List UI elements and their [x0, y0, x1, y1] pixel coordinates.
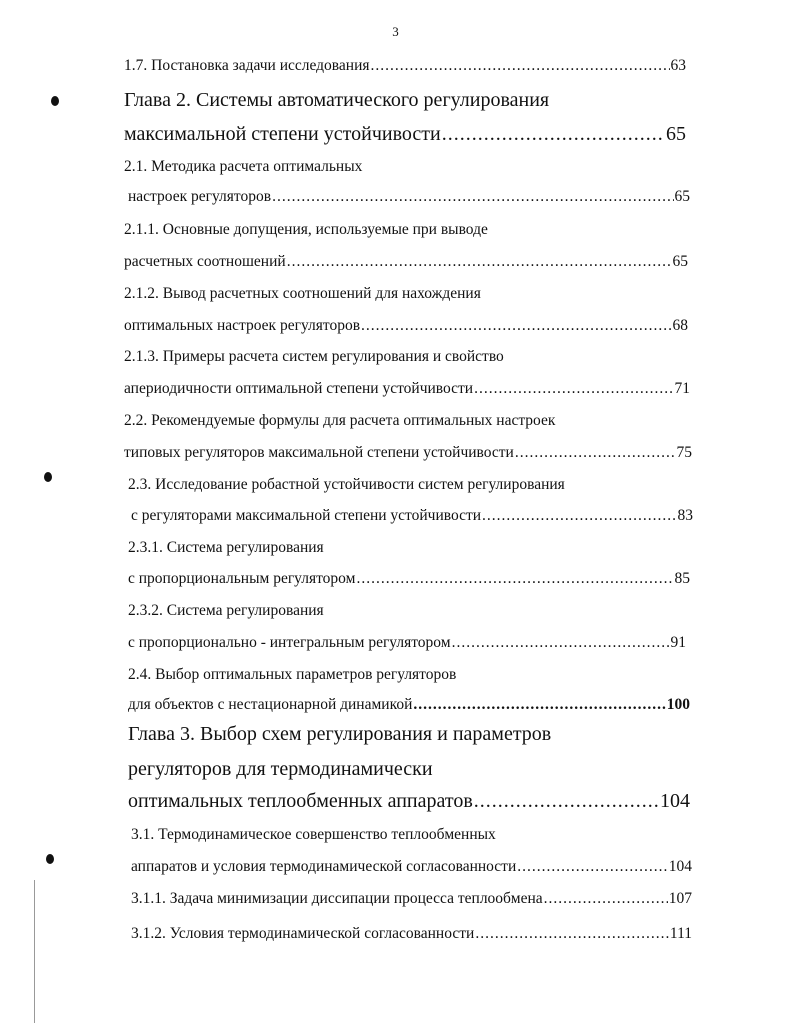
toc-entry-title: максимальной степени устойчивости — [124, 123, 441, 145]
leader-dots — [475, 925, 669, 943]
toc-page-number: 104 — [668, 858, 692, 875]
leader-dots — [272, 188, 673, 206]
toc-chapter-title — [124, 89, 549, 112]
toc-entry-title: 2.3.2. Система регулирования — [128, 602, 324, 619]
toc-entry-title: 2.1. Методика расчета оптимальных — [124, 158, 363, 175]
toc-entry-title: 2.1.3. Примеры расчета систем регулирования и свойство — [124, 348, 504, 365]
toc-line — [124, 221, 488, 239]
toc-line — [124, 57, 686, 75]
toc-line — [124, 158, 362, 176]
punch-hole-mark — [44, 472, 52, 482]
toc-line — [131, 925, 692, 943]
toc-line — [128, 602, 324, 620]
toc-line — [124, 380, 690, 398]
toc-line — [131, 890, 692, 908]
leader-dots — [474, 790, 659, 813]
toc-line — [131, 507, 693, 525]
toc-line — [128, 570, 690, 588]
toc-page-number: 104 — [660, 790, 690, 812]
toc-line — [131, 826, 496, 844]
toc-entry-title: 2.1.2. Вывод расчетных соотношений для нахождения — [124, 285, 481, 302]
toc-line — [124, 444, 692, 462]
toc-line — [128, 758, 433, 781]
toc-line — [128, 188, 690, 206]
toc-page-number: 107 — [668, 890, 692, 907]
toc-line — [124, 253, 688, 271]
toc-page-number: 100 — [666, 696, 690, 713]
toc-entry-title: 3.1. Термодинамическое совершенство теплообменных — [131, 826, 496, 843]
toc-entry-title: апериодичности оптимальной степени устойчивости — [124, 380, 474, 397]
toc-entry-title: аппаратов и условия термодинамической согласованности — [131, 858, 517, 875]
toc-chapter-title — [128, 723, 551, 746]
toc-entry-title: 2.4. Выбор оптимальных параметров регуляторов — [128, 666, 457, 683]
toc-page-number: 91 — [670, 634, 686, 651]
leader-dots — [361, 317, 671, 335]
toc-entry-title: оптимальных настроек регуляторов — [124, 317, 361, 334]
toc-entry-title: 2.3.1. Система регулирования — [128, 539, 324, 556]
leader-dots — [452, 634, 670, 652]
toc-entry-title: 2.3. Исследование робастной устойчивости систем регулирования — [128, 476, 565, 493]
toc-line — [128, 476, 565, 494]
toc-entry-title: Глава 3. Выбор схем регулирования и параметров — [128, 723, 552, 745]
toc-page-number: 75 — [676, 444, 692, 461]
toc-line — [128, 666, 456, 684]
leader-dots — [544, 890, 668, 908]
toc-entry-title: 1.7. Постановка задачи исследования — [124, 57, 370, 74]
toc-page-number: 85 — [674, 570, 690, 587]
toc-line — [128, 790, 690, 813]
toc-entry-title: 2.2. Рекомендуемые формулы для расчета оптимальных настроек — [124, 412, 556, 429]
toc-page-number: 65 — [672, 253, 688, 270]
toc-page-number: 65 — [674, 188, 690, 205]
leader-dots — [482, 507, 676, 525]
leader-dots — [413, 696, 665, 714]
punch-hole-mark — [51, 96, 59, 106]
toc-line — [131, 858, 692, 876]
leader-dots — [287, 253, 672, 271]
toc-line — [124, 285, 481, 303]
punch-hole-mark — [46, 854, 54, 864]
toc-entry-title: с регуляторами максимальной степени устойчивости — [131, 507, 482, 524]
toc-entry-title: с пропорционально - интегральным регулятором — [128, 634, 451, 651]
leader-dots — [442, 123, 665, 146]
leader-dots — [356, 570, 673, 588]
toc-entry-title: с пропорциональным регулятором — [128, 570, 356, 587]
toc-page-number: 65 — [666, 123, 686, 145]
toc-page-number: 68 — [672, 317, 688, 334]
toc-line — [124, 348, 504, 366]
toc-entry-title: типовых регуляторов максимальной степени устойчивости — [124, 444, 514, 461]
toc-line — [128, 634, 686, 652]
scan-edge-line — [34, 880, 35, 1023]
toc-page-number: 71 — [674, 380, 690, 397]
toc-entry-title: оптимальных теплообменных аппаратов — [128, 790, 473, 812]
toc-entry-title: Глава 2. Системы автоматического регулирования — [124, 89, 550, 111]
page-number: 3 — [392, 24, 399, 39]
toc-line — [124, 123, 686, 146]
toc-line — [124, 317, 688, 335]
toc-page-number: 63 — [670, 57, 686, 74]
toc-line — [128, 539, 324, 557]
leader-dots — [371, 57, 670, 75]
toc-entry-title: настроек регуляторов — [128, 188, 272, 205]
leader-dots — [517, 858, 668, 876]
toc-entry-title: 3.1.2. Условия термодинамической согласованности — [131, 925, 475, 942]
toc-page-number: 111 — [669, 925, 692, 942]
toc-line — [124, 412, 555, 430]
toc-line — [128, 696, 690, 714]
toc-entry-title: 3.1.1. Задача минимизации диссипации процесса теплообмена — [131, 890, 543, 907]
toc-entry-title: расчетных соотношений — [124, 253, 286, 270]
toc-entry-title: регуляторов для термодинамически — [128, 758, 433, 780]
toc-entry-title: для объектов с нестационарной динамикой — [128, 696, 413, 713]
leader-dots — [515, 444, 676, 462]
toc-entry-title: 2.1.1. Основные допущения, используемые при выводе — [124, 221, 488, 238]
leader-dots — [474, 380, 673, 398]
toc-page-number: 83 — [677, 507, 693, 524]
